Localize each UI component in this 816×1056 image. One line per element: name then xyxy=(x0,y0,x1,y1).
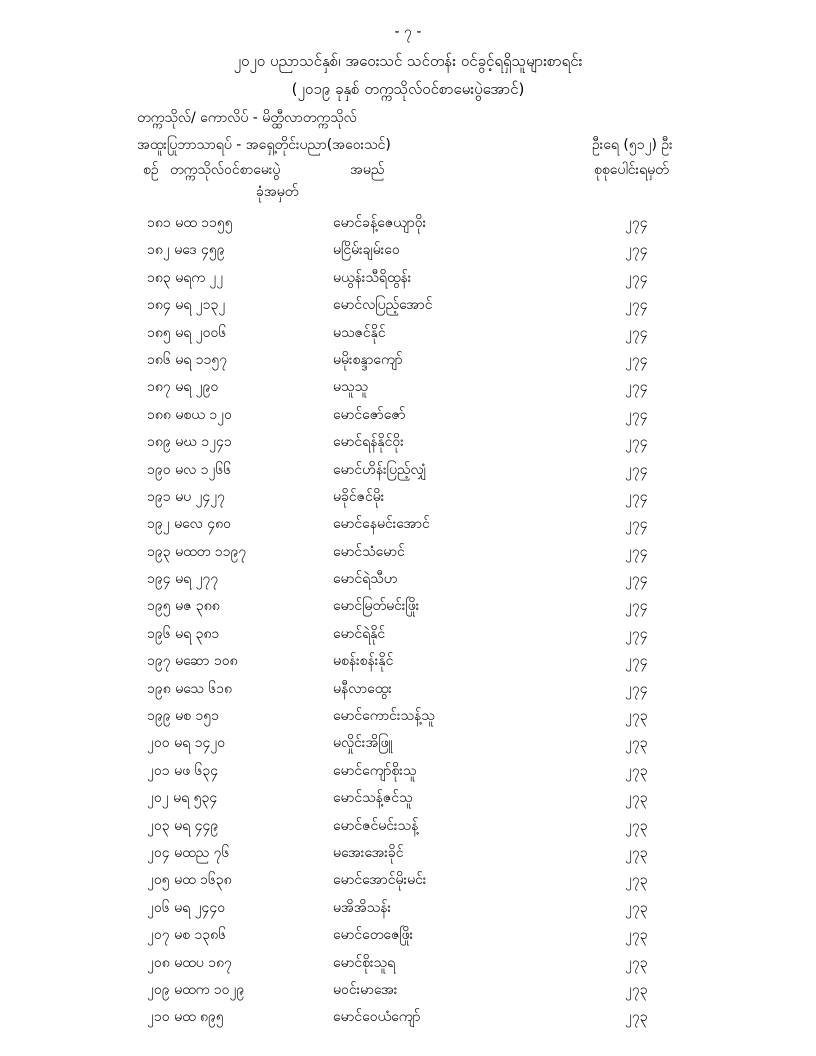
table-row xyxy=(0,1004,816,1031)
roll-number: ၂၀၅ မထ ၁၆၃၈ xyxy=(147,872,232,889)
student-name: မောင်ရန်နိုင်ဝိုး xyxy=(333,434,404,451)
table-row xyxy=(0,977,816,1004)
total-score: ၂၇၃ xyxy=(625,927,648,944)
student-name: မနီလာထွေး xyxy=(333,680,392,697)
table-row xyxy=(0,210,816,237)
roll-number: ၂၁၀ မထ ၈၉၅ xyxy=(147,1009,224,1026)
table-row xyxy=(0,785,816,812)
total-score: ၂၇၄ xyxy=(625,543,648,560)
student-name: မလှိုင်းအိဖြူ xyxy=(333,735,393,752)
total-score: ၂၇၃ xyxy=(625,817,648,834)
student-name: မောင်ခန့်ဇေယျာဝိုး xyxy=(333,215,427,231)
roll-number: ၁၈၄ မရ ၂၁၃၂ xyxy=(147,297,226,314)
student-name: မခိုင်ဇင်မိုး xyxy=(333,488,385,505)
total-score: ၂၇၃ xyxy=(625,1009,648,1026)
roll-number: ၁၉၂ မလေ ၄၈၀ xyxy=(147,516,231,533)
roll-number: ၂၀၃ မရ ၄၄၉ xyxy=(147,817,219,834)
roll-number: ၁၉၅ မဇ ၃၈၈ xyxy=(147,598,220,615)
student-name: မဝင်းမာအေး xyxy=(333,981,398,998)
results-list xyxy=(0,210,816,1032)
document-title: ၂၀၂၀ ပညာသင်နှစ်၊ အဝေးသင် သင်တန်း ဝင်ခွင့်ရရှိသူများစာရင်း xyxy=(233,52,583,70)
student-name: မောင်နေမင်းအောင် xyxy=(333,516,430,533)
roll-number: ၁၈၂ မဒေ ၄၅၉ xyxy=(147,242,225,259)
total-score: ၂၇၃ xyxy=(625,844,648,861)
student-name: မောင်ဝေယံကျော် xyxy=(333,1009,421,1026)
roll-number: ၁၉၀ မလ ၁၂၆၆ xyxy=(147,461,232,478)
roll-number: ၁၉၁ မပ ၂၄၂၇ xyxy=(147,488,226,505)
table-row xyxy=(0,237,816,264)
total-score: ၂၇၄ xyxy=(625,242,648,259)
total-score: ၂၇၃ xyxy=(625,762,648,779)
roll-number: ၁၉၇ မဆော ၁၀၈ xyxy=(147,653,238,670)
table-row xyxy=(0,265,816,292)
roll-number: ၂၀၄ မထည ၇၆ xyxy=(147,844,230,861)
total-score: ၂၇၃ xyxy=(625,735,648,752)
student-name: မောင်ဇင်မင်းသန့် xyxy=(333,817,419,834)
document-subtitle: (၂၀၁၉ ခုနှစ် တက္ကသိုလ်ဝင်စာမေးပွဲအောင်) xyxy=(291,80,525,98)
student-name: မောင်ကောင်းသန့်သူ xyxy=(333,708,435,725)
student-name: မောင်သံမောင် xyxy=(333,543,405,560)
student-name: မအေးအေးခိုင် xyxy=(333,844,404,861)
student-name: မောင်စိုးသူရ xyxy=(333,954,396,971)
roll-number: ၂၀၆ မရ ၂၄၄၀ xyxy=(147,899,226,916)
student-name: မစန်းစန်းနိုင် xyxy=(333,653,394,670)
table-row xyxy=(0,758,816,785)
roll-number: ၁၈၇ မရ ၂၉၀ xyxy=(147,379,219,396)
student-name: မောင်ဇော်ဇော် xyxy=(333,406,406,423)
roll-number: ၂၀၉ မထက ၁၀၂၉ xyxy=(147,981,245,998)
roll-number: ၂၀၇ မစ ၁၃၈၆ xyxy=(147,927,227,944)
table-row xyxy=(0,292,816,319)
table-row xyxy=(0,950,816,977)
roll-number: ၁၉၃ မထတ ၁၁၉၇ xyxy=(147,543,247,560)
total-score: ၂၇၃ xyxy=(625,981,648,998)
table-row xyxy=(0,648,816,675)
table-row xyxy=(0,621,816,648)
roll-number: ၁၈၅ မရ ၂၀၀၆ xyxy=(147,324,227,341)
column-header-serial: စဉ် xyxy=(143,162,159,178)
student-name: မသူသူ xyxy=(333,379,369,396)
roll-number: ၁၈၆ မရ ၁၁၅၇ xyxy=(147,351,228,368)
roll-number: ၂၀၂ မရ ၅၃၄ xyxy=(147,790,218,807)
roll-number: ၂၀၀ မရ ၁၄၂၀ xyxy=(147,735,226,752)
student-name: မောင်တေဇေဖြိုး xyxy=(333,927,414,944)
roll-number: ၁၉၈ မသေ ၆၁၈ xyxy=(147,680,232,697)
total-score: ၂၇၄ xyxy=(625,625,648,642)
total-score: ၂၇၄ xyxy=(625,324,648,341)
column-header-name: အမည် xyxy=(350,162,385,178)
table-row xyxy=(0,429,816,456)
table-row xyxy=(0,676,816,703)
page-number: - ၇ - xyxy=(394,24,422,40)
table-row xyxy=(0,374,816,401)
student-name: မောင်ရဲသီဟ xyxy=(333,571,398,588)
university-line: တက္ကသိုလ်/ ကောလိပ် - မိတ္ထီလာတက္ကသိုလ် xyxy=(137,110,357,126)
table-row xyxy=(0,539,816,566)
table-row xyxy=(0,511,816,538)
table-row xyxy=(0,922,816,949)
table-row xyxy=(0,347,816,374)
student-name: မောင်ဟိန်းပြည့်လျှံ xyxy=(333,461,427,478)
column-header-roll: တက္ကသိုလ်ဝင်စာမေးပွဲ xyxy=(170,162,281,178)
total-score: ၂၇၄ xyxy=(625,461,648,478)
table-row xyxy=(0,484,816,511)
total-score: ၂၇၄ xyxy=(625,269,648,286)
total-score: ၂၇၄ xyxy=(625,516,648,533)
total-score: ၂၇၄ xyxy=(625,598,648,615)
roll-number: ၁၉၉ မစ ၁၅၁ xyxy=(147,708,220,725)
total-score: ၂၇၃ xyxy=(625,899,648,916)
column-header-roll-line2: ခုံအမှတ် xyxy=(256,184,299,200)
total-count: ဦးရေ (၅၁၂) ဦး xyxy=(592,137,673,153)
roll-number: ၂၀၈ မထပ ၁၈၇ xyxy=(147,954,232,971)
total-score: ၂၇၄ xyxy=(625,406,648,423)
student-name: မောင်အောင်မိုးမင်း xyxy=(333,872,427,889)
roll-number: ၁၈၉ မဃ ၁၂၄၁ xyxy=(147,434,232,451)
student-name: မငြိမ်းချမ်းဝေ xyxy=(333,242,400,259)
roll-number: ၂၀၁ မဖ ၆၃၄ xyxy=(147,762,219,779)
student-name: မောင်ကျော်စိုးသူ xyxy=(333,762,417,779)
total-score: ၂၇၄ xyxy=(625,680,648,697)
student-name: မမိုးစန္ဒာကျော် xyxy=(333,351,403,368)
table-row xyxy=(0,813,816,840)
total-score: ၂၇၄ xyxy=(625,488,648,505)
table-row xyxy=(0,840,816,867)
total-score: ၂၇၃ xyxy=(625,954,648,971)
column-header-marks: စုစုပေါင်းရမှတ် xyxy=(594,162,669,178)
total-score: ၂၇၄ xyxy=(625,215,648,231)
total-score: ၂၇၄ xyxy=(625,571,648,588)
roll-number: ၁၉၆ မရ ၃၈၁ xyxy=(147,625,220,642)
student-name: မသဇင်နိုင် xyxy=(333,324,386,341)
total-score: ၂၇၃ xyxy=(625,872,648,889)
total-score: ၂၇၄ xyxy=(625,379,648,396)
table-row xyxy=(0,457,816,484)
total-score: ၂၇၄ xyxy=(625,653,648,670)
roll-number: ၁၈၈ မစယ ၁၂၀ xyxy=(147,406,232,423)
total-score: ၂၇၄ xyxy=(625,351,648,368)
student-name: မောင်ရဲနိုင် xyxy=(333,625,386,642)
table-row xyxy=(0,402,816,429)
roll-number: ၁၈၁ မထ ၁၁၅၅ xyxy=(147,215,233,231)
total-score: ၂၇၃ xyxy=(625,790,648,807)
total-score: ၂၇၃ xyxy=(625,708,648,725)
table-row xyxy=(0,320,816,347)
student-name: မောင်လပြည့်အောင် xyxy=(333,297,433,314)
table-row xyxy=(0,566,816,593)
total-score: ၂၇၄ xyxy=(625,297,648,314)
student-name: မအိအိသန်း xyxy=(333,899,392,916)
student-name: မယွန်းသီရိထွန်း xyxy=(333,269,412,286)
table-row xyxy=(0,730,816,757)
total-score: ၂၇၄ xyxy=(625,434,648,451)
roll-number: ၁၈၃ မရက ၂၂ xyxy=(147,269,224,286)
table-row xyxy=(0,895,816,922)
table-row xyxy=(0,703,816,730)
table-row xyxy=(0,593,816,620)
subject-line: အထူးပြုဘာသာရပ် - အရှေ့တိုင်းပညာ(အဝေးသင်) xyxy=(137,137,391,153)
student-name: မောင်သန့်ဇင်သူ xyxy=(333,790,413,807)
table-row xyxy=(0,867,816,894)
student-name: မောင်မြတ်မင်းဖြိုး xyxy=(333,598,420,615)
roll-number: ၁၉၄ မရ ၂၇၇ xyxy=(147,571,219,588)
